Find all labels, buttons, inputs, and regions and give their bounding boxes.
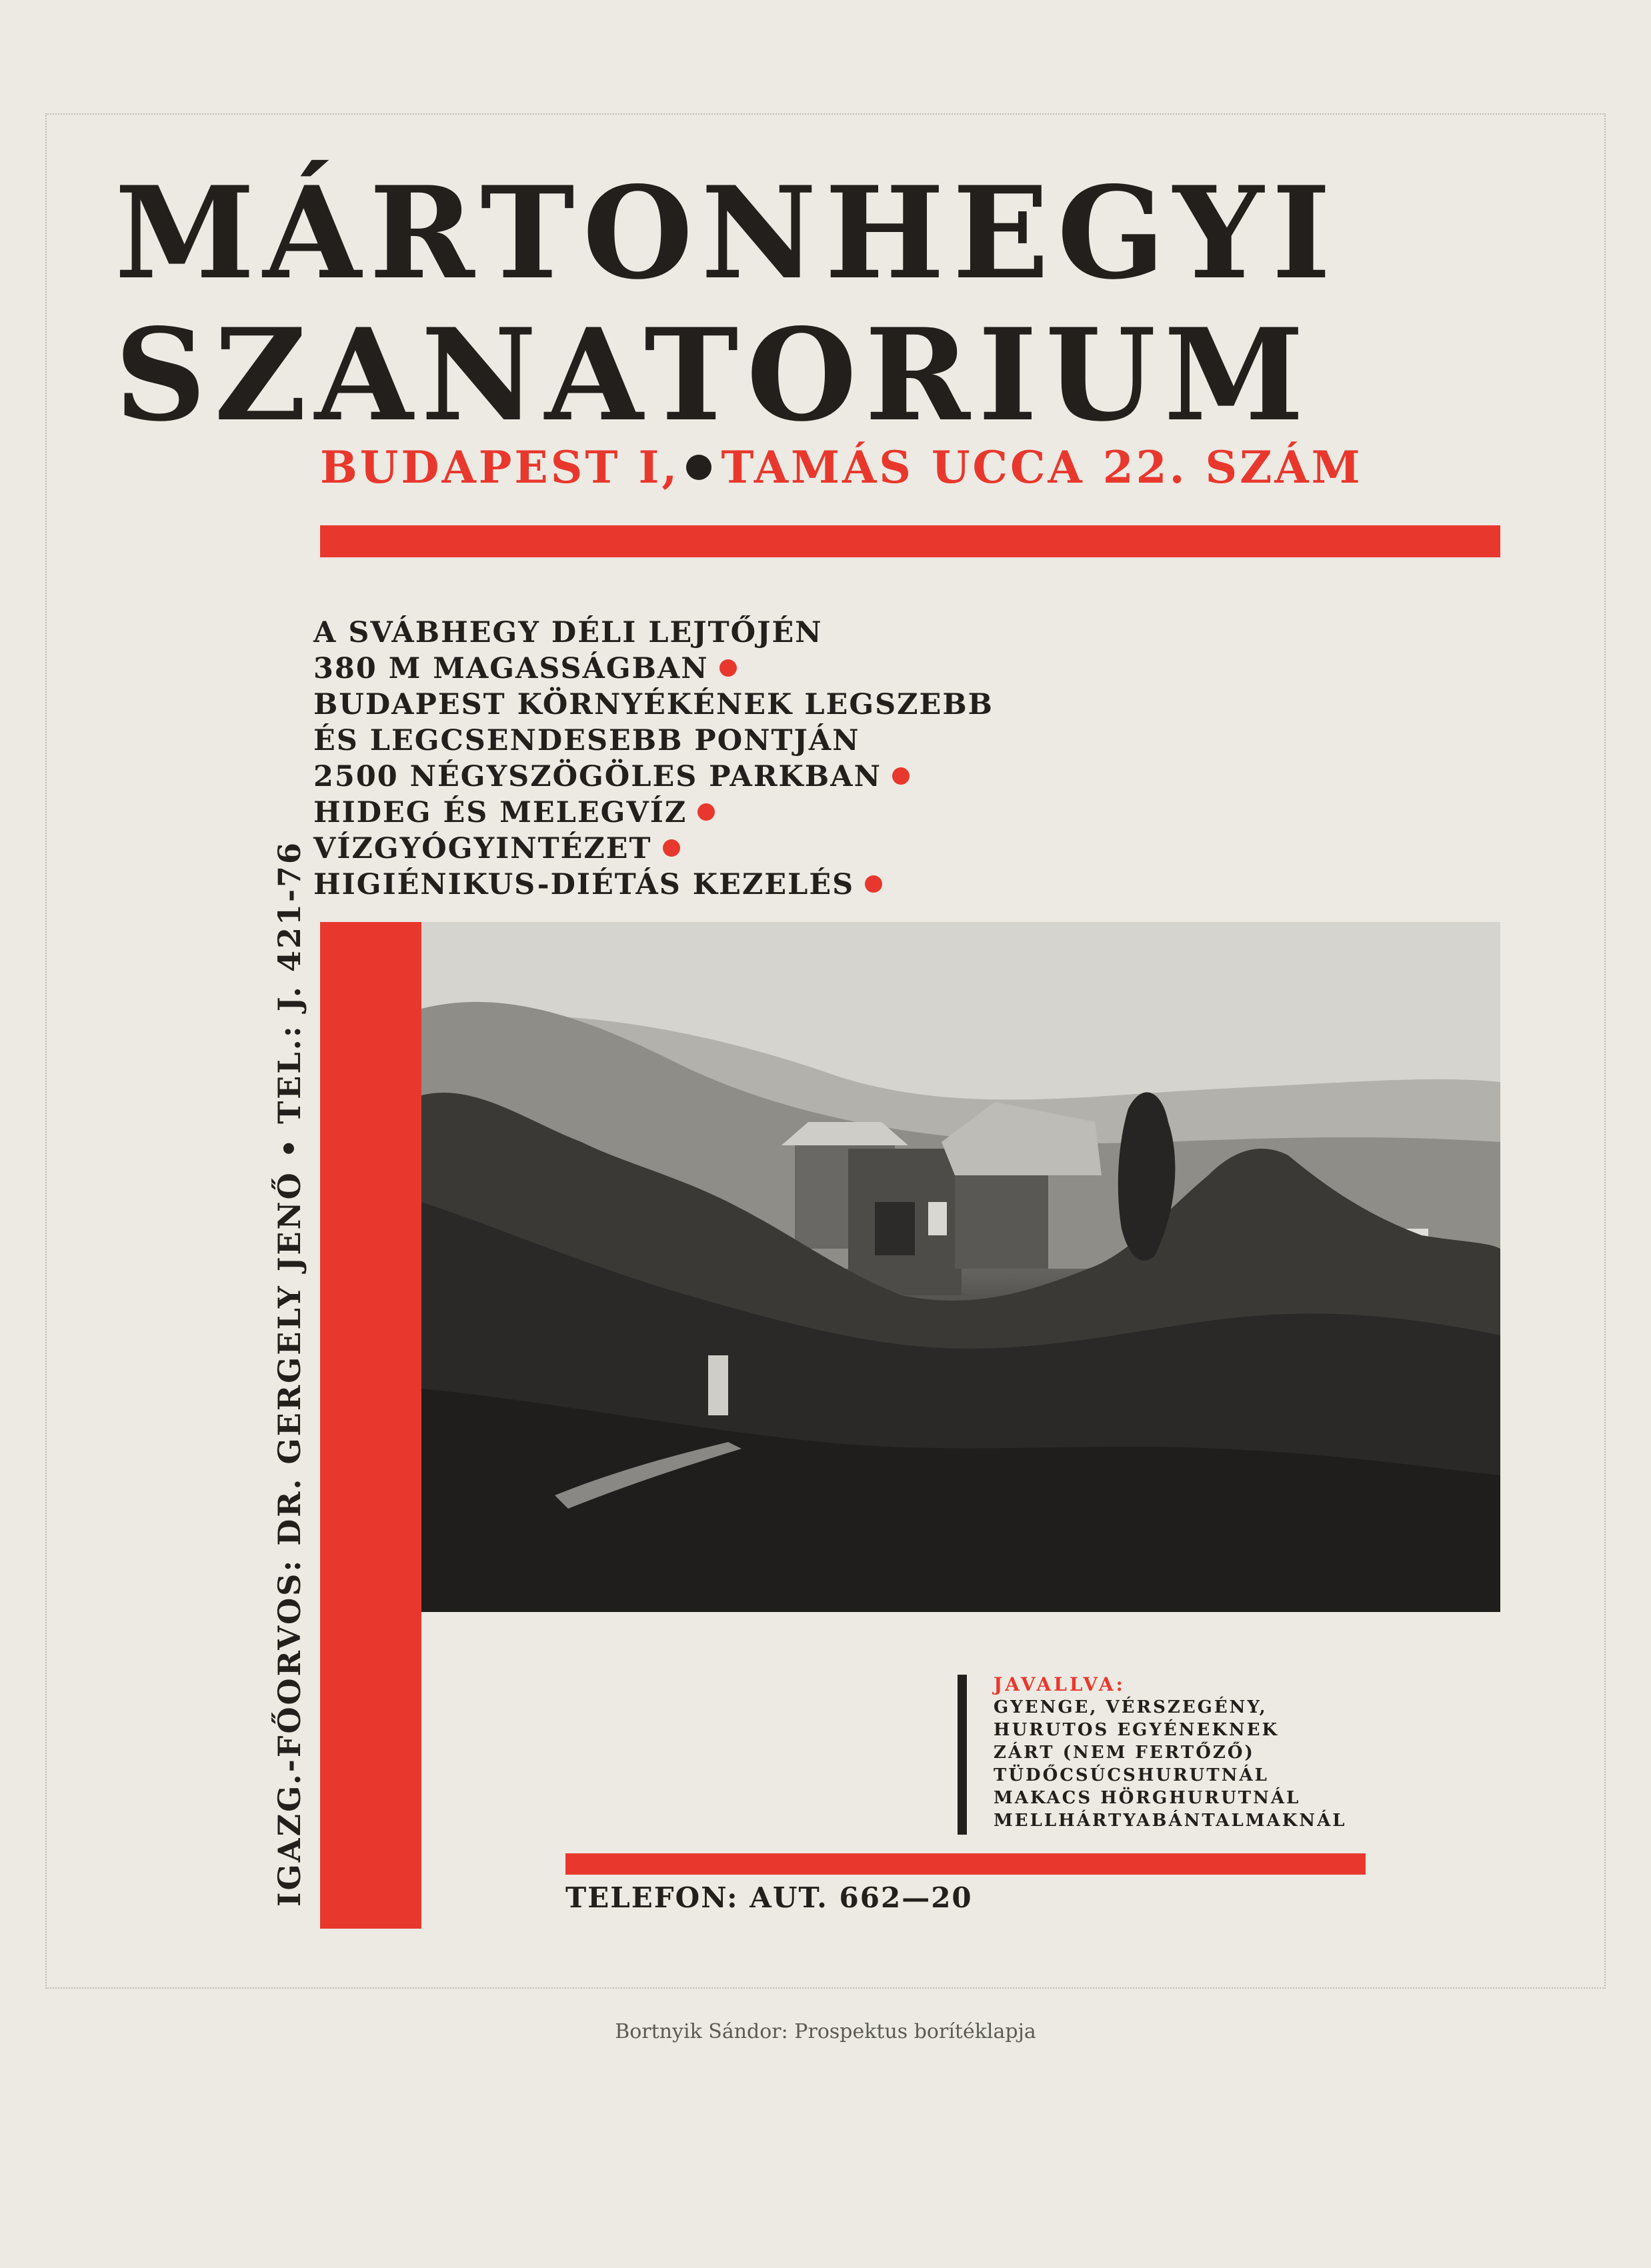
address-line	[320, 441, 1500, 493]
vertical-red-bar	[320, 922, 421, 1929]
feature-list	[313, 615, 1154, 903]
feature-item: ÉS LEGCSENDESEBB PONTJÁN	[313, 724, 860, 757]
red-dot-icon	[663, 839, 680, 857]
feature-item: HIDEG ÉS MELEGVÍZ	[313, 795, 1154, 831]
indication-black-bar	[958, 1675, 967, 1835]
red-dot-icon	[719, 659, 737, 677]
indication-heading: JAVALLVA:	[994, 1673, 1126, 1695]
director-vertical-text: IGAZG.-FŐORVOS: DR. GERGELY JENŐ • TEL.: J. 421-76	[271, 840, 307, 1907]
feature-item: 2500 NÉGYSZÖGÖLES PARKBAN	[313, 759, 1154, 795]
phone-line: TELEFON: AUT. 662—20	[565, 1881, 973, 1914]
feature-item: HIGIÉNIKUS-DIÉTÁS KEZELÉS	[313, 867, 1154, 903]
red-dot-icon	[865, 875, 882, 893]
title-line-2: SZANATORIUM	[115, 301, 1312, 449]
bottom-red-rule	[565, 1853, 1366, 1875]
red-dot-icon	[697, 803, 715, 821]
indication-list	[994, 1696, 1347, 1832]
bullet-dot-icon	[686, 455, 711, 480]
indication-item: TÜDŐCSÚCSHURUTNÁL	[994, 1765, 1269, 1785]
feature-item: VÍZGYÓGYINTÉZET	[313, 831, 1154, 867]
feature-item: BUDAPEST KÖRNYÉKÉNEK LEGSZEBB	[313, 688, 994, 721]
address-street: TAMÁS UCCA 22. SZÁM	[721, 441, 1363, 493]
top-red-rule	[320, 525, 1500, 557]
red-dot-icon	[892, 767, 910, 785]
indication-item: MAKACS HÖRGHURUTNÁL	[994, 1788, 1301, 1808]
indication-item: MELLHÁRTYABÁNTALMAKNÁL	[994, 1811, 1347, 1831]
indication-item: GYENGE, VÉRSZEGÉNY,	[994, 1697, 1268, 1717]
feature-item: 380 M MAGASSÁGBAN	[313, 651, 1154, 687]
address-city: BUDAPEST I,	[320, 441, 680, 493]
title-line-1: MÁRTONHEGYI	[115, 159, 1339, 307]
feature-item: A SVÁBHEGY DÉLI LEJTŐJÉN	[313, 616, 823, 649]
image-caption: Bortnyik Sándor: Prospektus borítéklapja	[615, 2020, 1036, 2043]
indication-item: ZÁRT (NEM FERTŐZŐ)	[994, 1743, 1255, 1763]
indication-item: HURUTOS EGYÉNEKNEK	[994, 1720, 1280, 1740]
sanatorium-photo	[421, 922, 1500, 1612]
